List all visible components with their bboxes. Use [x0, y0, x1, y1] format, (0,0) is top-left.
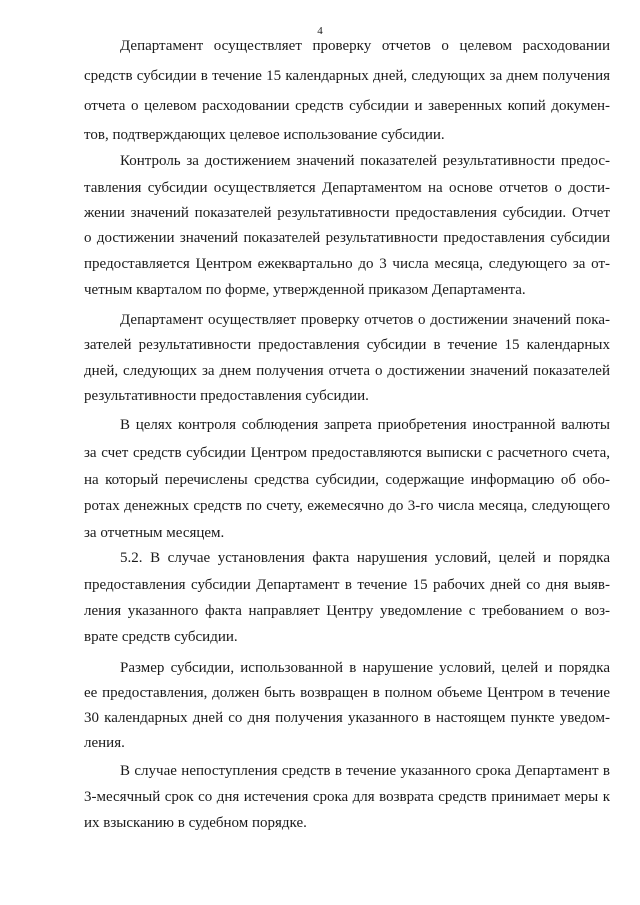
text-line: результативности предоставления субсидии.: [84, 388, 369, 404]
text-line: Размер субсидии, использованной в нарушение условий, целей и порядка: [120, 660, 610, 676]
text-line: средств субсидии в течение 15 календарных дней, следующих за днем получения: [84, 68, 610, 84]
text-line: отчета о целевом расходовании средств субсидии и заверенных копий докумен-: [84, 98, 610, 114]
text-line: 30 календарных дней со дня получения указанного в настоящем пункте уведом-: [84, 710, 610, 726]
text-line: о достижении значений показателей результативности предоставления субсидии: [84, 230, 610, 246]
text-line: предоставляется Центром ежеквартально до 3 числа месяца, следующего за от-: [84, 256, 610, 272]
text-line: на который перечислены средства субсидии, содержащие информацию об обо-: [84, 472, 610, 488]
text-line: тавления субсидии осуществляется Департаментом на основе отчетов о дости-: [84, 180, 610, 196]
text-line: тов, подтверждающих целевое использование субсидии.: [84, 127, 445, 143]
text-line: 3-месячный срок со дня истечения срока для возврата средств принимает меры к: [84, 789, 610, 805]
text-line: четным кварталом по форме, утвержденной приказом Департамента.: [84, 282, 526, 298]
page-number: 4: [317, 25, 323, 37]
text-line: ротах денежных средств по счету, ежемесячно до 3-го числа месяца, следующего: [84, 498, 610, 514]
text-line: дней, следующих за днем получения отчета о достижении значений показателей: [84, 363, 610, 379]
text-line: предоставления субсидии Департамент в течение 15 рабочих дней со дня выяв-: [84, 577, 610, 593]
text-line: Департамент осуществляет проверку отчетов о достижении значений пока-: [120, 312, 610, 328]
text-line: 5.2. В случае установления факта нарушения условий, целей и порядка: [120, 550, 610, 566]
text-line: за отчетным месяцем.: [84, 525, 225, 541]
text-line: Департамент осуществляет проверку отчетов о целевом расходовании: [120, 38, 610, 54]
text-line: ее предоставления, должен быть возвращен в полном объеме Центром в течение: [84, 685, 610, 701]
text-line: В целях контроля соблюдения запрета приобретения иностранной валюты: [120, 417, 610, 433]
text-line: за счет средств субсидии Центром предоставляются выписки с расчетного счета,: [84, 445, 610, 461]
text-line: жении значений показателей результативности предоставления субсидии. Отчет: [84, 205, 610, 221]
text-line: зателей результативности предоставления субсидии в течение 15 календарных: [84, 337, 610, 353]
text-line: ления.: [84, 735, 125, 751]
text-line: В случае непоступления средств в течение указанного срока Департамент в: [120, 763, 610, 779]
text-line: их взысканию в судебном порядке.: [84, 815, 307, 831]
text-line: Контроль за достижением значений показателей результативности предос-: [120, 153, 610, 169]
text-line: врате средств субсидии.: [84, 629, 238, 645]
text-line: ления указанного факта направляет Центру уведомление с требованием о воз-: [84, 603, 610, 619]
